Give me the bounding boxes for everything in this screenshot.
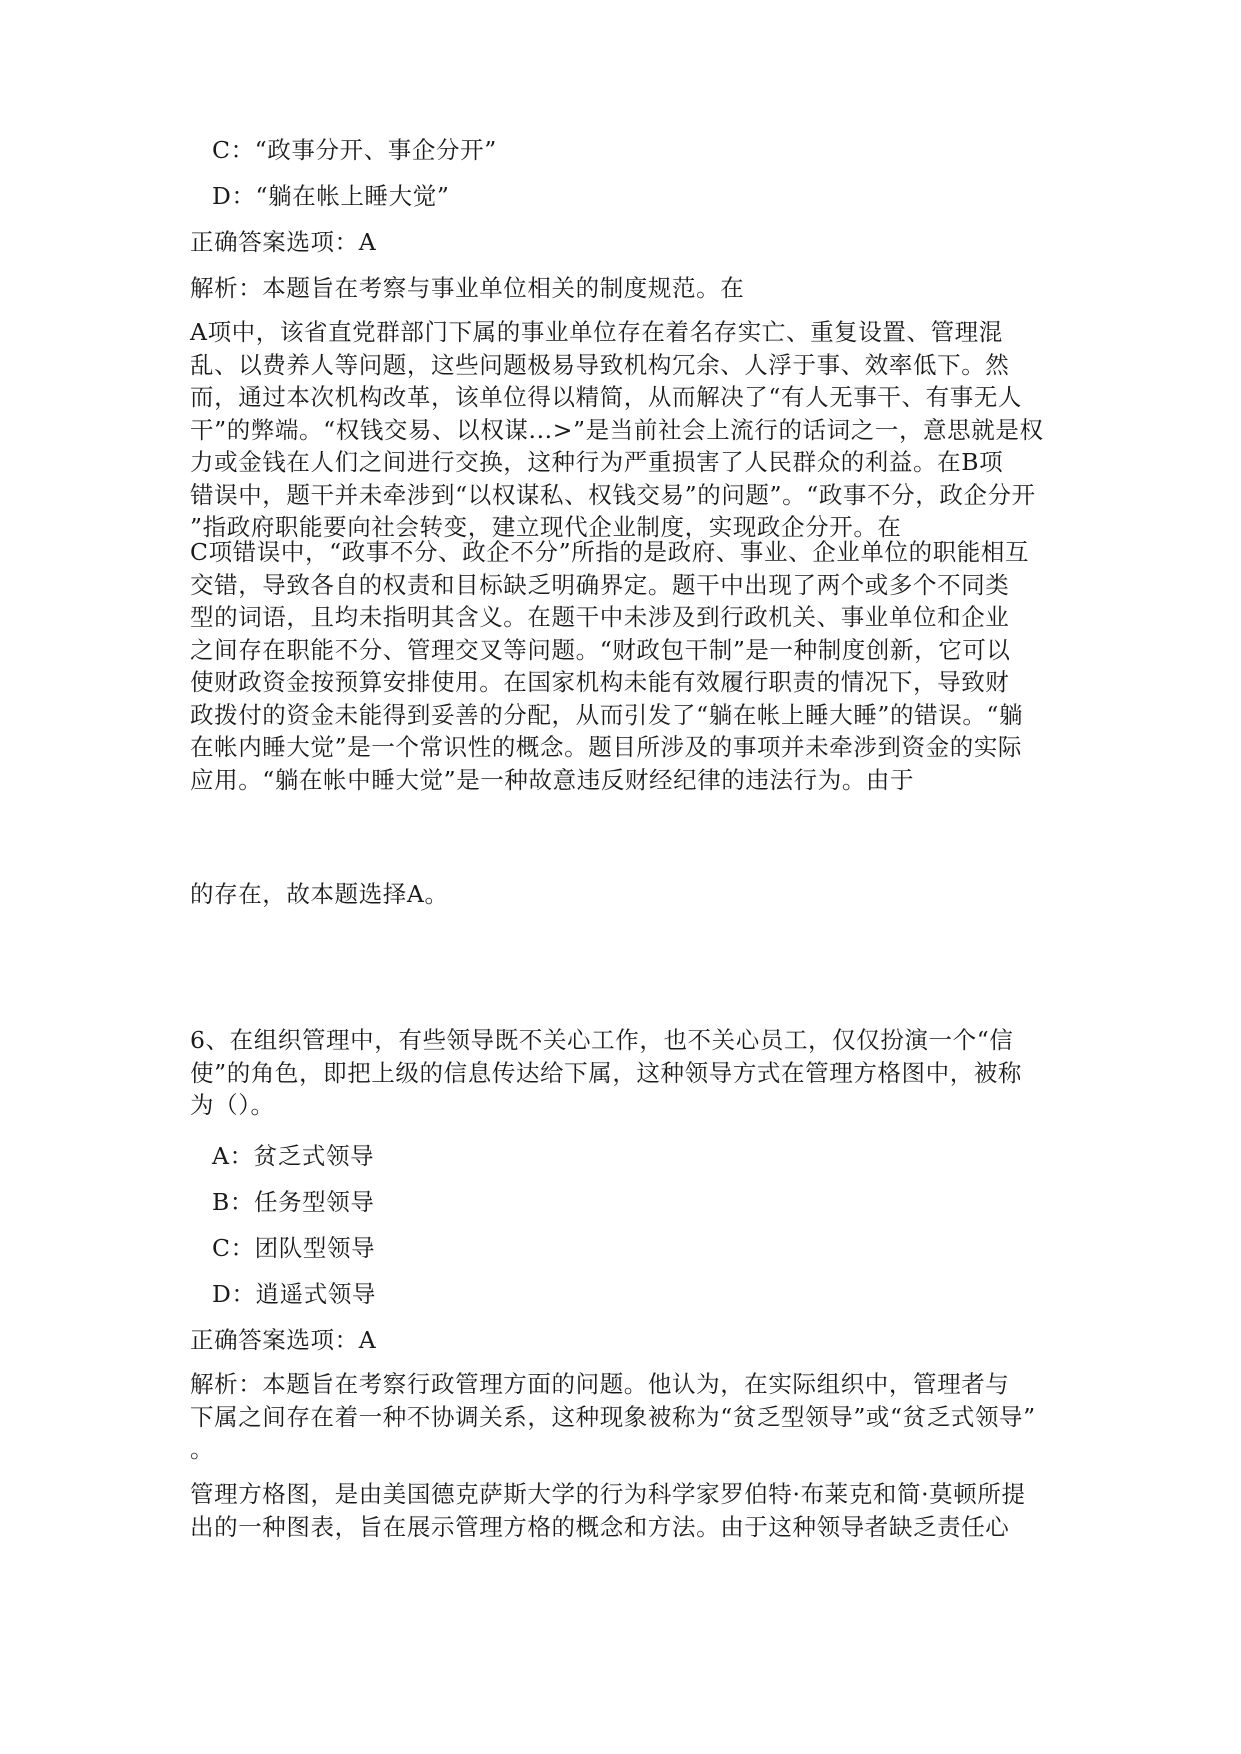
text-line: 。 [190,1435,215,1463]
q5-answer: 正确答案选项：A [190,228,377,256]
q6-answer: 正确答案选项：A [190,1326,377,1354]
q5-conclusion: 的存在，故本题选择A。 [190,880,449,908]
text-line: 交错，导致各自的权责和目标缺乏明确界定。题干中出现了两个或多个不同类 [190,570,1010,599]
text-line: 而，通过本次机构改革，该单位得以精简，从而解决了“有人无事干、有事无人 [190,383,1023,411]
text-line: 应用。“躺在帐中睡大觉”是一种故意违反财经纪律的违法行为。由于 [190,765,915,794]
q6-option-a: A：贫乏式领导 [212,1142,375,1170]
q6-option-b: B：任务型领导 [212,1188,375,1216]
text-line: 在帐内睡大觉”是一个常识性的概念。题目所涉及的事项并未牵涉到资金的实际 [190,733,1023,761]
text-line: 错误中，题干并未牵涉到“以权谋私、权钱交易”的问题”。“政事不分，政企分开 [190,480,1036,509]
text-line: 使财政资金按预算安排使用。在国家机构未能有效履行职责的情况下，导致财 [190,668,1010,696]
q5-analysis-paragraph-1 [190,316,1060,544]
text-line: A项中，该省直党群部门下属的事业单位存在着名存实亡、重复设置、管理混 [190,318,1003,346]
text-line: 出的一种图表，旨在展示管理方格的概念和方法。由于这种领导者缺乏责任心 [190,1512,1010,1541]
text-line: 乱、以费养人等问题，这些问题极易导致机构冗余、人浮于事、效率低下。然 [190,350,1010,379]
q6-analysis-paragraph-2 [190,1478,1060,1543]
q6-question [190,1024,1060,1122]
text-line: 力或金钱在人们之间进行交换，这种行为严重损害了人民群众的利益。在B项 [190,448,1004,476]
text-line: 为（）。 [190,1091,275,1119]
text-line: 下属之间存在着一种不协调关系，这种现象被称为“贫乏型领导”或“贫乏式领导” [190,1402,1036,1431]
text-line: 干”的弊端。“权钱交易、以权谋...>”是当前社会上流行的话词之一，意思就是权 [190,415,1044,444]
text-line: 使”的角色，即把上级的信息传达给下属，这种领导方式在管理方格图中，被称 [190,1058,1023,1087]
text-line: 政拨付的资金未能得到妥善的分配，从而引发了“躺在帐上睡大睡”的错误。“躺 [190,700,1024,729]
q5-option-c: C：“政事分开、事企分开” [212,136,497,164]
text-line: 之间存在职能不分、管理交叉等问题。“财政包干制”是一种制度创新，它可以 [190,635,1011,664]
text-line: 型的词语，且均未指明其含义。在题干中未涉及到行政机关、事业单位和企业 [190,603,1010,631]
text-line: 管理方格图，是由美国德克萨斯大学的行为科学家罗伯特·布莱克和简·莫顿所提 [190,1480,1026,1508]
text-line: C项错误中，“政事不分、政企不分”所指的是政府、事业、企业单位的职能相互 [190,538,1030,566]
q5-analysis-intro: 解析：本题旨在考察与事业单位相关的制度规范。在 [190,274,745,302]
q5-option-d: D：“躺在帐上睡大觉” [212,182,450,210]
text-line: 解析：本题旨在考察行政管理方面的问题。他认为，在实际组织中，管理者与 [190,1370,1010,1398]
text-line: ”指政府职能要向社会转变，建立现代企业制度，实现政企分开。在 [190,513,902,541]
q6-analysis-paragraph-1 [190,1368,1060,1466]
q6-option-c: C：团队型领导 [212,1234,376,1262]
text-line: 6、在组织管理中，有些领导既不关心工作，也不关心员工，仅仅扮演一个“信 [190,1026,1014,1054]
q6-option-d: D：逍遥式领导 [212,1280,377,1308]
q5-analysis-paragraph-2 [190,536,1060,796]
